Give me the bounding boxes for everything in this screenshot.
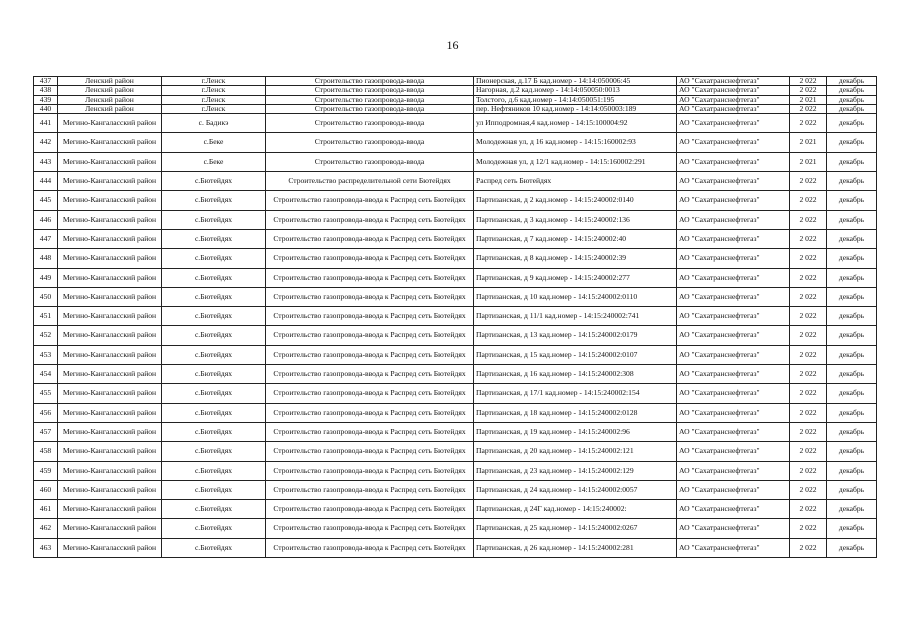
month-cell: декабрь [827, 133, 877, 152]
object-cell: Строительство газопровода-ввода к Распред сеть Бютейдях [266, 480, 474, 499]
organization-cell: АО "Сахатранснефтегаз" [677, 326, 790, 345]
table-row [34, 307, 877, 326]
row-number-cell: 445 [34, 191, 58, 210]
object-cell: Строительство газопровода-ввода к Распред сеть Бютейдях [266, 268, 474, 287]
table-row [34, 480, 877, 499]
year-cell: 2 022 [790, 307, 827, 326]
month-cell: декабрь [827, 104, 877, 113]
year-cell: 2 022 [790, 345, 827, 364]
address-cell: Партизанская, д 7 кад.номер - 14:15:240002:40 [474, 229, 677, 248]
organization-cell: АО "Сахатранснефтегаз" [677, 538, 790, 557]
district-cell: Мегино-Кангаласский район [58, 114, 162, 133]
table-row [34, 229, 877, 248]
locality-cell: г.Ленск [162, 95, 266, 104]
locality-cell: с.Бютейдях [162, 422, 266, 441]
organization-cell: АО "Сахатранснефтегаз" [677, 461, 790, 480]
year-cell: 2 022 [790, 249, 827, 268]
organization-cell: АО "Сахатранснефтегаз" [677, 104, 790, 113]
object-cell: Строительство газопровода-ввода к Распред сеть Бютейдях [266, 249, 474, 268]
year-cell: 2 022 [790, 500, 827, 519]
object-cell: Строительство газопровода-ввода к Распред сеть Бютейдях [266, 422, 474, 441]
district-cell: Мегино-Кангаласский район [58, 461, 162, 480]
locality-cell: г.Ленск [162, 104, 266, 113]
month-cell: декабрь [827, 152, 877, 171]
address-cell: Партизанская, д 8 кад.номер - 14:15:240002:39 [474, 249, 677, 268]
locality-cell: с.Бютейдях [162, 287, 266, 306]
address-cell: ул Ипподромная,4 кад.номер - 14:15:100004:92 [474, 114, 677, 133]
locality-cell: г.Ленск [162, 77, 266, 86]
object-cell: Строительство газопровода-ввода к Распред сеть Бютейдях [266, 500, 474, 519]
object-cell: Строительство газопровода-ввода [266, 95, 474, 104]
table-row [34, 287, 877, 306]
row-number-cell: 448 [34, 249, 58, 268]
year-cell: 2 021 [790, 152, 827, 171]
row-number-cell: 447 [34, 229, 58, 248]
organization-cell: АО "Сахатранснефтегаз" [677, 519, 790, 538]
table-row [34, 86, 877, 95]
object-cell: Строительство газопровода-ввода к Распред сеть Бютейдях [266, 519, 474, 538]
address-cell: Молодежная ул, д 16 кад.номер - 14:15:160002:93 [474, 133, 677, 152]
year-cell: 2 021 [790, 133, 827, 152]
year-cell: 2 022 [790, 461, 827, 480]
locality-cell: с.Бютейдях [162, 268, 266, 287]
object-cell: Строительство газопровода-ввода к Распред сеть Бютейдях [266, 384, 474, 403]
row-number-cell: 442 [34, 133, 58, 152]
month-cell: декабрь [827, 95, 877, 104]
locality-cell: с.Бютейдях [162, 538, 266, 557]
year-cell: 2 022 [790, 287, 827, 306]
organization-cell: АО "Сахатранснефтегаз" [677, 191, 790, 210]
object-cell: Строительство газопровода-ввода [266, 152, 474, 171]
month-cell: декабрь [827, 500, 877, 519]
table-row [34, 210, 877, 229]
object-cell: Строительство газопровода-ввода к Распред сеть Бютейдях [266, 538, 474, 557]
district-cell: Мегино-Кангаласский район [58, 133, 162, 152]
locality-cell: с.Бютейдях [162, 345, 266, 364]
row-number-cell: 438 [34, 86, 58, 95]
district-cell: Мегино-Кангаласский район [58, 326, 162, 345]
year-cell: 2 022 [790, 365, 827, 384]
object-cell: Строительство газопровода-ввода к Распред сеть Бютейдях [266, 345, 474, 364]
object-cell: Строительство газопровода-ввода [266, 133, 474, 152]
locality-cell: с.Бютейдях [162, 191, 266, 210]
table-row [34, 268, 877, 287]
locality-cell: с.Бютейдях [162, 210, 266, 229]
object-cell: Строительство газопровода-ввода [266, 77, 474, 86]
table-row [34, 365, 877, 384]
locality-cell: с.Беке [162, 152, 266, 171]
object-cell: Строительство газопровода-ввода к Распред сеть Бютейдях [266, 326, 474, 345]
year-cell: 2 022 [790, 538, 827, 557]
address-cell: Распред сеть Бютейдях [474, 172, 677, 191]
district-cell: Мегино-Кангаласский район [58, 152, 162, 171]
row-number-cell: 444 [34, 172, 58, 191]
organization-cell: АО "Сахатранснефтегаз" [677, 77, 790, 86]
year-cell: 2 022 [790, 480, 827, 499]
page-number: 16 [446, 38, 459, 52]
organization-cell: АО "Сахатранснефтегаз" [677, 365, 790, 384]
row-number-cell: 443 [34, 152, 58, 171]
organization-cell: АО "Сахатранснефтегаз" [677, 268, 790, 287]
year-cell: 2 022 [790, 326, 827, 345]
locality-cell: с.Бютейдях [162, 172, 266, 191]
organization-cell: АО "Сахатранснефтегаз" [677, 86, 790, 95]
organization-cell: АО "Сахатранснефтегаз" [677, 442, 790, 461]
organization-cell: АО "Сахатранснефтегаз" [677, 500, 790, 519]
month-cell: декабрь [827, 442, 877, 461]
row-number-cell: 463 [34, 538, 58, 557]
row-number-cell: 439 [34, 95, 58, 104]
organization-cell: АО "Сахатранснефтегаз" [677, 229, 790, 248]
organization-cell: АО "Сахатранснефтегаз" [677, 152, 790, 171]
table-row [34, 77, 877, 86]
address-cell: Толстого, д.6 кад.номер - 14:14:050051:195 [474, 95, 677, 104]
object-cell: Строительство газопровода-ввода к Распред сеть Бютейдях [266, 403, 474, 422]
year-cell: 2 022 [790, 422, 827, 441]
locality-cell: с.Бютейдях [162, 403, 266, 422]
month-cell: декабрь [827, 307, 877, 326]
address-cell: Партизанская, д 23 кад.номер - 14:15:240002:129 [474, 461, 677, 480]
district-cell: Мегино-Кангаласский район [58, 365, 162, 384]
row-number-cell: 450 [34, 287, 58, 306]
locality-cell: с.Бютейдях [162, 307, 266, 326]
table-row [34, 461, 877, 480]
district-cell: Мегино-Кангаласский район [58, 442, 162, 461]
table-row [34, 500, 877, 519]
row-number-cell: 451 [34, 307, 58, 326]
object-cell: Строительство газопровода-ввода [266, 104, 474, 113]
year-cell: 2 022 [790, 268, 827, 287]
district-cell: Мегино-Кангаласский район [58, 191, 162, 210]
table-row [34, 403, 877, 422]
year-cell: 2 022 [790, 191, 827, 210]
year-cell: 2 022 [790, 172, 827, 191]
address-cell: Партизанская, д 13 кад.номер - 14:15:240002:0179 [474, 326, 677, 345]
locality-cell: с.Бютейдях [162, 229, 266, 248]
row-number-cell: 458 [34, 442, 58, 461]
table-row [34, 519, 877, 538]
row-number-cell: 460 [34, 480, 58, 499]
table-row [34, 95, 877, 104]
district-cell: Мегино-Кангаласский район [58, 172, 162, 191]
row-number-cell: 456 [34, 403, 58, 422]
table-row [34, 538, 877, 557]
district-cell: Мегино-Кангаласский район [58, 480, 162, 499]
year-cell: 2 022 [790, 114, 827, 133]
district-cell: Ленский район [58, 86, 162, 95]
row-number-cell: 449 [34, 268, 58, 287]
object-cell: Строительство газопровода-ввода [266, 114, 474, 133]
year-cell: 2 022 [790, 403, 827, 422]
month-cell: декабрь [827, 287, 877, 306]
district-cell: Мегино-Кангаласский район [58, 422, 162, 441]
address-cell: Партизанская, д 9 кад.номер - 14:15:240002:277 [474, 268, 677, 287]
object-cell: Строительство газопровода-ввода к Распред сеть Бютейдях [266, 287, 474, 306]
object-cell: Строительство газопровода-ввода к Распред сеть Бютейдях [266, 191, 474, 210]
district-cell: Мегино-Кангаласский район [58, 287, 162, 306]
address-cell: Партизанская, д 25 кад.номер - 14:15:240002:0267 [474, 519, 677, 538]
month-cell: декабрь [827, 538, 877, 557]
locality-cell: с.Бютейдях [162, 365, 266, 384]
month-cell: декабрь [827, 172, 877, 191]
organization-cell: АО "Сахатранснефтегаз" [677, 422, 790, 441]
organization-cell: АО "Сахатранснефтегаз" [677, 480, 790, 499]
table-row [34, 114, 877, 133]
month-cell: декабрь [827, 461, 877, 480]
district-cell: Ленский район [58, 95, 162, 104]
address-cell: Партизанская, д 17/1 кад.номер - 14:15:240002:154 [474, 384, 677, 403]
locality-cell: с.Беке [162, 133, 266, 152]
organization-cell: АО "Сахатранснефтегаз" [677, 172, 790, 191]
object-cell: Строительство газопровода-ввода к Распред сеть Бютейдях [266, 307, 474, 326]
object-cell: Строительство газопровода-ввода [266, 86, 474, 95]
address-cell: Партизанская, д 15 кад.номер - 14:15:240002:0107 [474, 345, 677, 364]
district-cell: Мегино-Кангаласский район [58, 538, 162, 557]
address-cell: Партизанская, д 26 кад.номер - 14:15:240002:281 [474, 538, 677, 557]
address-cell: Партизанская, д 16 кад.номер - 14:15:240002:308 [474, 365, 677, 384]
year-cell: 2 022 [790, 86, 827, 95]
organization-cell: АО "Сахатранснефтегаз" [677, 114, 790, 133]
organization-cell: АО "Сахатранснефтегаз" [677, 95, 790, 104]
table-row [34, 345, 877, 364]
row-number-cell: 455 [34, 384, 58, 403]
address-cell: Молодежная ул, д 12/1 кад.номер - 14:15:160002:291 [474, 152, 677, 171]
district-cell: Мегино-Кангаласский район [58, 307, 162, 326]
organization-cell: АО "Сахатранснефтегаз" [677, 384, 790, 403]
object-cell: Строительство газопровода-ввода к Распред сеть Бютейдях [266, 442, 474, 461]
organization-cell: АО "Сахатранснефтегаз" [677, 249, 790, 268]
row-number-cell: 457 [34, 422, 58, 441]
month-cell: декабрь [827, 86, 877, 95]
month-cell: декабрь [827, 191, 877, 210]
year-cell: 2 022 [790, 77, 827, 86]
table-row [34, 249, 877, 268]
organization-cell: АО "Сахатранснефтегаз" [677, 307, 790, 326]
organization-cell: АО "Сахатранснефтегаз" [677, 210, 790, 229]
table-row [34, 442, 877, 461]
row-number-cell: 462 [34, 519, 58, 538]
month-cell: декабрь [827, 403, 877, 422]
table-body [34, 77, 877, 558]
table-row [34, 152, 877, 171]
month-cell: декабрь [827, 268, 877, 287]
object-cell: Строительство распределительной сети Бютейдях [266, 172, 474, 191]
year-cell: 2 022 [790, 442, 827, 461]
month-cell: декабрь [827, 365, 877, 384]
district-cell: Мегино-Кангаласский район [58, 210, 162, 229]
address-cell: Партизанская, д 24Г кад.номер - 14:15:240002: [474, 500, 677, 519]
locality-cell: с.Бютейдях [162, 384, 266, 403]
district-cell: Мегино-Кангаласский район [58, 403, 162, 422]
year-cell: 2 022 [790, 229, 827, 248]
address-cell: Пионерская, д.17 Б кад.номер - 14:14:050006:45 [474, 77, 677, 86]
month-cell: декабрь [827, 480, 877, 499]
object-cell: Строительство газопровода-ввода к Распред сеть Бютейдях [266, 210, 474, 229]
district-cell: Мегино-Кангаласский район [58, 268, 162, 287]
object-cell: Строительство газопровода-ввода к Распред сеть Бютейдях [266, 365, 474, 384]
address-cell: Партизанская, д 19 кад.номер - 14:15:240002:96 [474, 422, 677, 441]
address-cell: пер. Нефтяников 10 кад.номер - 14:14:050003:189 [474, 104, 677, 113]
locality-cell: г.Ленск [162, 86, 266, 95]
address-cell: Партизанская, д 3 кад.номер - 14:15:240002:136 [474, 210, 677, 229]
locality-cell: с.Бютейдях [162, 480, 266, 499]
organization-cell: АО "Сахатранснефтегаз" [677, 133, 790, 152]
locality-cell: с.Бютейдях [162, 442, 266, 461]
table-row [34, 191, 877, 210]
organization-cell: АО "Сахатранснефтегаз" [677, 345, 790, 364]
district-cell: Ленский район [58, 104, 162, 113]
organization-cell: АО "Сахатранснефтегаз" [677, 287, 790, 306]
address-cell: Партизанская, д 20 кад.номер - 14:15:240002:121 [474, 442, 677, 461]
organization-cell: АО "Сахатранснефтегаз" [677, 403, 790, 422]
table-row [34, 172, 877, 191]
address-cell: Партизанская, д 11/1 кад.номер - 14:15:240002:741 [474, 307, 677, 326]
month-cell: декабрь [827, 422, 877, 441]
object-cell: Строительство газопровода-ввода к Распред сеть Бютейдях [266, 461, 474, 480]
row-number-cell: 452 [34, 326, 58, 345]
row-number-cell: 461 [34, 500, 58, 519]
address-cell: Нагорная, д.2 кад.номер - 14:14:050050:0013 [474, 86, 677, 95]
table-row [34, 326, 877, 345]
row-number-cell: 446 [34, 210, 58, 229]
district-cell: Мегино-Кангаласский район [58, 345, 162, 364]
district-cell: Мегино-Кангаласский район [58, 249, 162, 268]
month-cell: декабрь [827, 384, 877, 403]
row-number-cell: 440 [34, 104, 58, 113]
year-cell: 2 022 [790, 104, 827, 113]
address-cell: Партизанская, д 2 кад.номер - 14:15:240002:0140 [474, 191, 677, 210]
row-number-cell: 454 [34, 365, 58, 384]
table-row [34, 384, 877, 403]
month-cell: декабрь [827, 345, 877, 364]
district-cell: Мегино-Кангаласский район [58, 500, 162, 519]
district-cell: Ленский район [58, 77, 162, 86]
locality-cell: с.Бютейдях [162, 500, 266, 519]
district-cell: Мегино-Кангаласский район [58, 519, 162, 538]
row-number-cell: 437 [34, 77, 58, 86]
month-cell: декабрь [827, 114, 877, 133]
object-cell: Строительство газопровода-ввода к Распред сеть Бютейдях [266, 229, 474, 248]
address-cell: Партизанская, д 24 кад.номер - 14:15:240002:0057 [474, 480, 677, 499]
address-cell: Партизанская, д 10 кад.номер - 14:15:240002:0110 [474, 287, 677, 306]
month-cell: декабрь [827, 249, 877, 268]
row-number-cell: 459 [34, 461, 58, 480]
month-cell: декабрь [827, 326, 877, 345]
month-cell: декабрь [827, 229, 877, 248]
row-number-cell: 453 [34, 345, 58, 364]
address-cell: Партизанская, д 18 кад.номер - 14:15:240002:0128 [474, 403, 677, 422]
locality-cell: с. Бадикэ [162, 114, 266, 133]
month-cell: декабрь [827, 210, 877, 229]
locality-cell: с.Бютейдях [162, 519, 266, 538]
gas-connection-registry-table [33, 76, 877, 558]
table-row [34, 422, 877, 441]
row-number-cell: 441 [34, 114, 58, 133]
year-cell: 2 022 [790, 519, 827, 538]
month-cell: декабрь [827, 519, 877, 538]
locality-cell: с.Бютейдях [162, 326, 266, 345]
district-cell: Мегино-Кангаласский район [58, 229, 162, 248]
table-row [34, 133, 877, 152]
district-cell: Мегино-Кангаласский район [58, 384, 162, 403]
year-cell: 2 022 [790, 384, 827, 403]
year-cell: 2 021 [790, 95, 827, 104]
month-cell: декабрь [827, 77, 877, 86]
table-row [34, 104, 877, 113]
locality-cell: с.Бютейдях [162, 249, 266, 268]
locality-cell: с.Бютейдях [162, 461, 266, 480]
year-cell: 2 022 [790, 210, 827, 229]
